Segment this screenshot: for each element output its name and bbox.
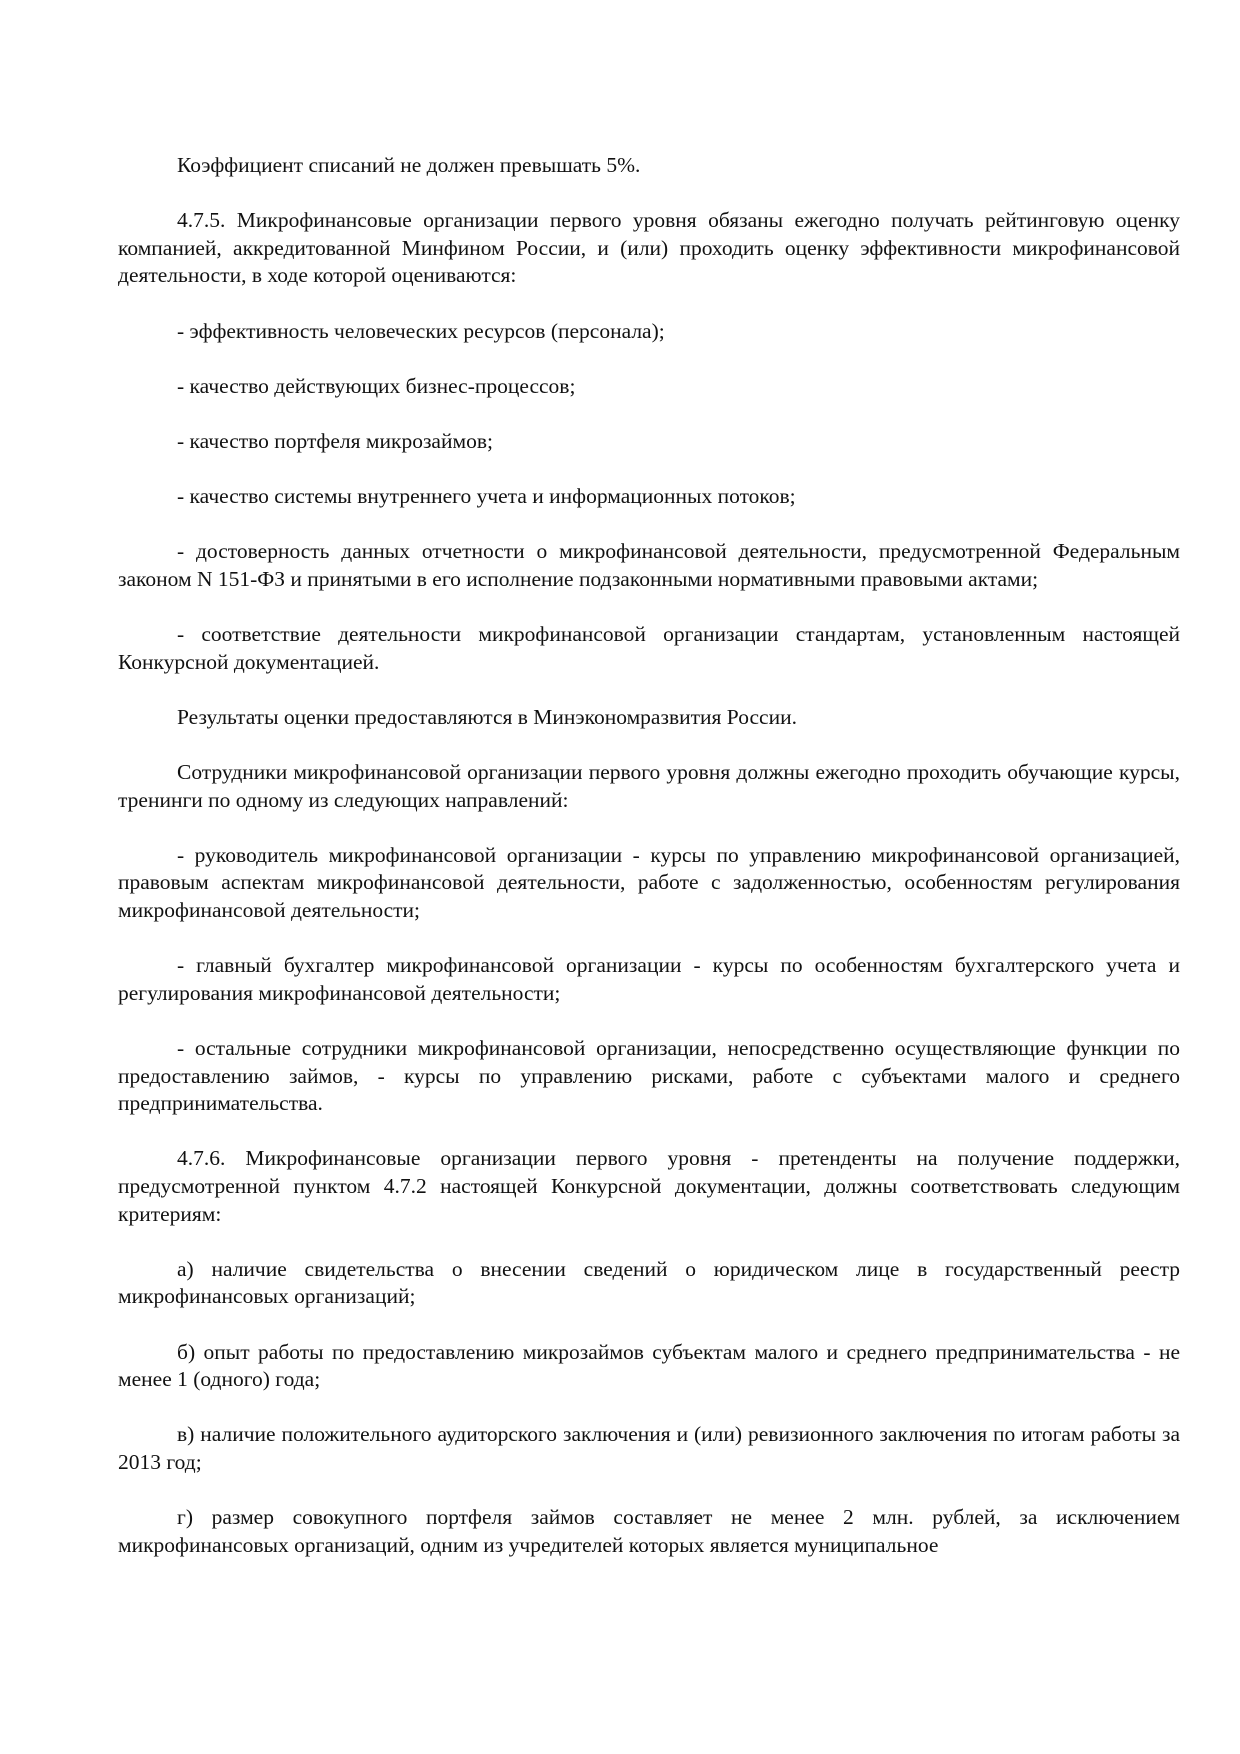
paragraph: 4.7.5. Микрофинансовые организации первого уровня обязаны ежегодно получать рейтинговую оценку компанией, аккредитованной Минфином России, и (или) проходить оценку эффективности микрофинансовой деятельности, в ходе которой оцениваются: [118, 208, 1180, 288]
list-item: а) наличие свидетельства о внесении сведений о юридическом лице в государственный реестр микрофинансовых организаций; [118, 1256, 1180, 1309]
list-item: - достоверность данных отчетности о микрофинансовой деятельности, предусмотренной Федеральным законом N 151-ФЗ и принятыми в его исполнение подзаконными нормативными правовыми актами; [118, 539, 1180, 591]
list-item: - остальные сотрудники микрофинансовой организации, непосредственно осуществляющие функции по предоставлению займов, - курсы по управлению рисками, работе с субъектами малого и среднего предпринимательства. [118, 1036, 1180, 1116]
list-item: - качество портфеля микрозаймов; [177, 428, 493, 453]
list-item: б) опыт работы по предоставлению микрозаймов субъектам малого и среднего предпринимательства - не менее 1 (одного) года; [118, 1339, 1180, 1392]
document-page [118, 152, 1180, 1587]
paragraph: Коэффициент списаний не должен превышать 5%. [177, 153, 641, 177]
paragraph: Сотрудники микрофинансовой организации первого уровня должны ежегодно проходить обучающие курсы, тренинги по одному из следующих направлений: [118, 760, 1180, 812]
list-item: в) наличие положительного аудиторского заключения и (или) ревизионного заключения по итогам работы за 2013 год; [118, 1422, 1180, 1474]
list-item: - руководитель микрофинансовой организации - курсы по управлению микрофинансовой организацией, правовым аспектам микрофинансовой деятельности, работе с задолженностью, особенностям регулирования микрофинансовой деятельности; [118, 842, 1180, 923]
paragraph: 4.7.6. Микрофинансовые организации первого уровня - претенденты на получение поддержки, предусмотренной пунктом 4.7.2 настоящей Конкурсной документации, должны соответствовать следующим критериям: [118, 1146, 1180, 1226]
list-item: г) размер совокупного портфеля займов составляет не менее 2 млн. рублей, за исключением микрофинансовых организаций, одним из учредителей которых является муниципальное [118, 1505, 1180, 1557]
paragraph: Результаты оценки предоставляются в Минэкономразвития России. [177, 704, 797, 729]
list-item: - качество действующих бизнес-процессов; [177, 373, 576, 398]
list-item: - соответствие деятельности микрофинансовой организации стандартам, установленным настоящей Конкурсной документацией. [118, 622, 1180, 674]
list-item: - эффективность человеческих ресурсов (персонала); [177, 318, 665, 343]
list-item: - главный бухгалтер микрофинансовой организации - курсы по особенностям бухгалтерского учета и регулирования микрофинансовой деятельности; [118, 953, 1180, 1005]
list-item: - качество системы внутреннего учета и информационных потоков; [177, 484, 796, 509]
